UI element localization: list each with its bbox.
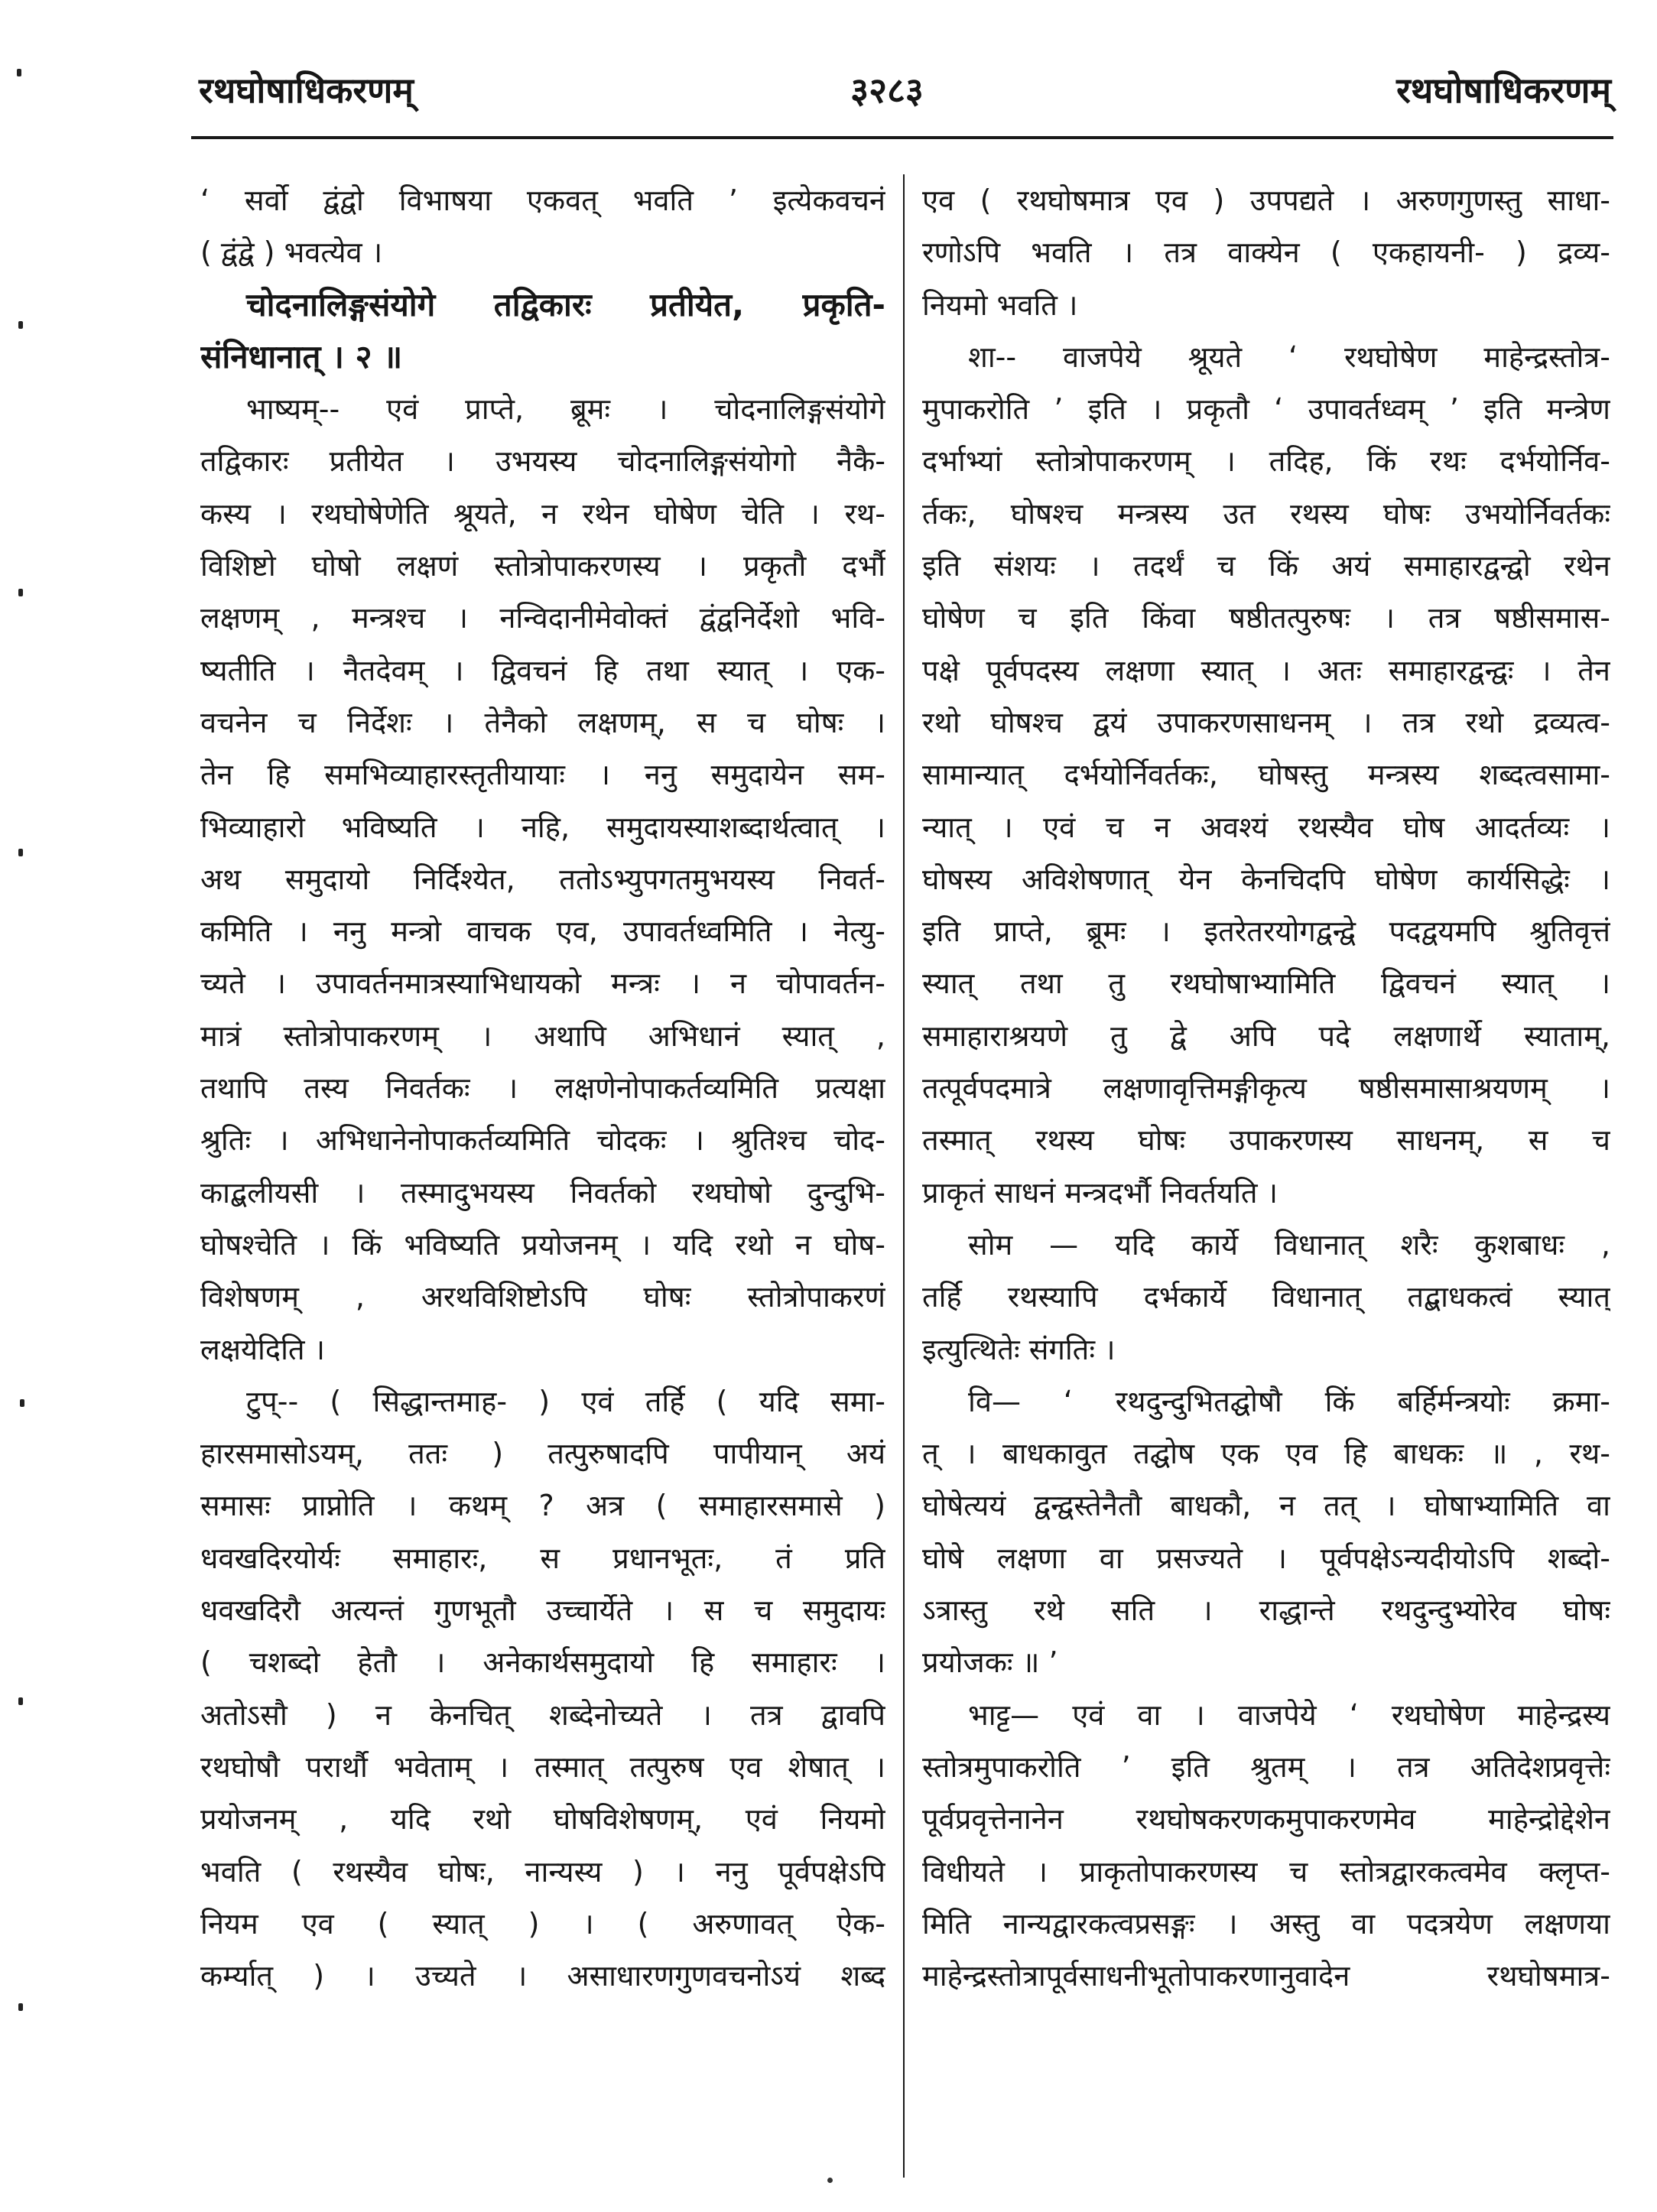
text-line: समाहाराश्रयणे तु द्वे अपि पदे लक्षणार्थे स्याताम्, (922, 1018, 1610, 1053)
text-line: कमिति । ननु मन्त्रो वाचक एव, उपावर्तध्वमिति । नेत्यु- (200, 914, 885, 949)
running-head-left: रथघोषाधिकरणम् (199, 70, 414, 111)
text-line: भिव्याहारो भविष्यति । नहि, समुदायस्याशब्दार्थत्वात् । (200, 810, 885, 844)
text-line: अथ समुदायो निर्दिश्येत, ततोऽभ्युपगतमुभयस्य निवर्त- (200, 862, 885, 896)
text-line: वचनेन च निर्देशः । तेनैको लक्षणम्, स च घोषः । (200, 705, 885, 739)
column-divider (903, 174, 905, 2178)
text-line: प्राकृतं साधनं मन्त्रदर्भौ निवर्तयति । (922, 1175, 1278, 1210)
text-line: वि— ‘ रथदुन्दुभितद्घोषौ किं बर्हिर्मन्त्रयोः क्रमा- (968, 1384, 1610, 1418)
text-line: तद्विकारः प्रतीयेत । उभयस्य चोदनालिङ्गसंयोगो नैकै- (200, 444, 885, 479)
text-line: भाट्ट— एवं वा । वाजपेये ‘ रथघोषेण माहेन्द्रस्य (968, 1697, 1610, 1732)
text-line: समासः प्राप्नोति । कथम् ? अत्र ( समाहारसमासे ) (200, 1489, 885, 1523)
text-line: न्यात् । एवं च न अवश्यं रथस्यैव घोष आदर्तव्यः । (922, 810, 1610, 844)
text-line: कस्य । रथघोषेणेति श्रूयते, न रथेन घोषेण चेति । रथ- (200, 496, 885, 531)
text-line: इति संशयः । तदर्थं च किं अयं समाहारद्वन्द्वो रथेन (922, 549, 1610, 583)
text-line: लक्षयेदिति । (200, 1332, 326, 1366)
text-line: भवति ( रथस्यैव घोषः, नान्यस्य ) । ननु पूर्वपक्षेऽपि (200, 1854, 885, 1889)
bottom-speck (827, 2178, 833, 2183)
text-line: शा-- वाजपेये श्रूयते ‘ रथघोषेण माहेन्द्रस्तोत्र- (968, 339, 1610, 374)
text-line: टुप्-- ( सिद्धान्तमाह- ) एवं तर्हि ( यदि समा- (246, 1384, 885, 1418)
text-line: काद्बलीयसी । तस्मादुभयस्य निवर्तको रथघोषो दुन्दुभि- (200, 1175, 885, 1210)
text-line: मिति नान्यद्वारकत्वप्रसङ्गः । अस्तु वा पदत्रयेण लक्षणया (922, 1906, 1610, 1941)
text-line: मुपाकरोति ’ इति । प्रकृतौ ‘ उपावर्तध्वम् ’ इति मन्त्रेण (922, 392, 1610, 427)
header-rule (191, 136, 1613, 139)
text-line: नियमो भवति । (922, 287, 1078, 322)
text-line: दर्भाभ्यां स्तोत्रोपाकरणम् । तदिह, किं रथः दर्भयोर्निव- (922, 444, 1610, 479)
text-line: एव ( रथघोषमात्र एव ) उपपद्यते । अरुणगुणस्तु साधा- (922, 184, 1610, 217)
text-line: माहेन्द्रस्तोत्रापूर्वसाधनीभूतोपाकरणानुवादेन रथघोषमात्र- (922, 1959, 1610, 1993)
text-line: सामान्यात् दर्भयोर्निवर्तकः, घोषस्तु मन्त्रस्य शब्दत्वसामा- (922, 758, 1610, 792)
text-line: तर्हि रथस्यापि दर्भकार्ये विधानात् तद्बाधकत्वं स्यात् (922, 1280, 1610, 1314)
text-line: कर्म्यात् ) । उच्यते । असाधारणगुणवचनोऽयं शब्द (200, 1959, 885, 1993)
margin-speck (17, 69, 21, 76)
text-line: धवखदिरयोर्यः समाहारः, स प्रधानभूतः, तं प्रति (200, 1541, 885, 1575)
sutra-heading: संनिधानात् । २ ॥ (200, 337, 403, 375)
text-line: इत्युत्थितेः संगतिः । (922, 1332, 1116, 1366)
sutra-heading: चोदनालिङ्गसंयोगे तद्विकारः प्रतीयेत, प्रकृति- (246, 285, 885, 323)
text-line: नियम एव ( स्यात् ) । ( अरुणावत् ऐक- (200, 1906, 885, 1941)
text-line: ( चशब्दो हेतौ । अनेकार्थसमुदायो हि समाहारः । (200, 1645, 885, 1680)
text-line: पूर्वप्रवृत्तेनानेन रथघोषकरणकमुपाकरणमेव माहेन्द्रोद्देशेन (922, 1802, 1610, 1837)
page-number: ३२८३ (850, 70, 924, 111)
text-line: च्यते । उपावर्तनमात्रस्याभिधायको मन्त्रः । न चोपावर्तन- (200, 966, 885, 1001)
margin-speck (18, 321, 23, 329)
margin-speck (18, 589, 23, 596)
text-line: ष्यतीति । नैतदेवम् । द्विवचनं हि तथा स्यात् । एक- (200, 653, 885, 687)
text-line: श्रुतिः । अभिधानेनोपाकर्तव्यमिति चोदकः । श्रुतिश्च चोद- (200, 1123, 885, 1158)
text-line: विशेषणम् , अरथविशिष्टोऽपि घोषः स्तोत्रोपाकरणं (200, 1280, 885, 1314)
text-line: रथो घोषश्च द्वयं उपाकरणसाधनम् । तत्र रथो द्रव्यत्व- (922, 705, 1610, 739)
text-line: तेन हि समभिव्याहारस्तृतीयायाः । ननु समुदायेन सम- (200, 758, 885, 792)
text-line: पक्षे पूर्वपदस्य लक्षणा स्यात् । अतः समाहारद्वन्द्वः । तेन (922, 653, 1610, 687)
text-line: घोषस्य अविशेषणात् येन केनचिदपि घोषेण कार्यसिद्धेः । (922, 862, 1610, 896)
text-line: स्तोत्रमुपाकरोति ’ इति श्रुतम् । तत्र अतिदेशप्रवृत्तेः (922, 1749, 1610, 1784)
text-line: घोषे लक्षणा वा प्रसज्यते । पूर्वपक्षेऽन्यदीयोऽपि शब्दो- (922, 1541, 1610, 1575)
text-line: हारसमासोऽयम्, ततः ) तत्पुरुषादपि पापीयान् अयं (200, 1437, 885, 1471)
text-line: धवखदिरौ अत्यन्तं गुणभूतौ उच्चार्येते । स च समुदायः (200, 1593, 885, 1628)
text-line: प्रयोजनम् , यदि रथो घोषविशेषणम्, एवं नियमो (200, 1802, 885, 1837)
text-line: घोषेण च इति किंवा षष्ठीतत्पुरुषः । तत्र षष्ठीसमास- (922, 601, 1610, 635)
left-column (200, 174, 885, 2002)
text-line: मात्रं स्तोत्रोपाकरणम् । अथापि अभिधानं स्यात् , (200, 1018, 885, 1053)
text-line: रणोऽपि भवति । तत्र वाक्येन ( एकहायनी- ) द्रव्य- (922, 235, 1610, 270)
text-line: घोषेत्ययं द्वन्द्वस्तेनैतौ बाधकौ, न तत् । घोषाभ्यामिति वा (922, 1489, 1610, 1523)
text-line: रथघोषौ परार्थौ भवेताम् । तस्मात् तत्पुरुष एव शेषात् । (200, 1749, 885, 1784)
text-line: ( द्वंद्वे ) भवत्येव । (200, 235, 383, 270)
text-line: भाष्यम्-- एवं प्राप्ते, ब्रूमः । चोदनालिङ्गसंयोगे (246, 392, 885, 427)
margin-speck (20, 1399, 24, 1407)
text-line: र्तकः, घोषश्च मन्त्रस्य उत रथस्य घोषः उभयोर्निवर्तकः (922, 496, 1610, 531)
text-line: तथापि तस्य निवर्तकः । लक्षणेनोपाकर्तव्यमिति प्रत्यक्षा (200, 1071, 885, 1106)
text-line: प्रयोजकः ॥ ’ (922, 1645, 1058, 1680)
text-line: घोषश्चेति । किं भविष्यति प्रयोजनम् । यदि रथो न घोष- (200, 1227, 885, 1262)
text-line: सोम — यदि कार्ये विधानात् शरैः कुशबाधः , (968, 1227, 1610, 1262)
margin-speck (18, 1697, 23, 1705)
text-line: ऽत्रास्तु रथे सति । राद्धान्ते रथदुन्दुभ्योरेव घोषः (922, 1593, 1610, 1628)
margin-speck (18, 2003, 23, 2011)
text-line: विधीयते । प्राकृतोपाकरणस्य च स्तोत्रद्वारकत्वमेव क्लृप्त- (922, 1854, 1610, 1889)
running-head-right: रथघोषाधिकरणम् (1396, 70, 1611, 111)
text-line: तस्मात् रथस्य घोषः उपाकरणस्य साधनम्, स च (922, 1123, 1610, 1158)
text-line: अतोऽसौ ) न केनचित् शब्देनोच्यते । तत्र द्वावपि (200, 1697, 885, 1732)
right-column (922, 174, 1610, 2002)
text-line: विशिष्टो घोषो लक्षणं स्तोत्रोपाकरणस्य । प्रकृतौ दर्भौ (200, 549, 885, 583)
text-line: लक्षणम् , मन्त्रश्च । नन्विदानीमेवोक्तं द्वंद्वनिर्देशो भवि- (200, 601, 885, 635)
margin-speck (18, 849, 23, 856)
text-line: ‘ सर्वो द्वंद्वो विभाषया एकवत् भवति ’ इत्येकवचनं (200, 184, 885, 217)
text-line: त् । बाधकावुत तद्घोष एक एव हि बाधकः ॥ , रथ- (922, 1437, 1610, 1471)
text-line: स्यात् तथा तु रथघोषाभ्यामिति द्विवचनं स्यात् । (922, 966, 1610, 1001)
text-line: इति प्राप्ते, ब्रूमः । इतरेतरयोगद्वन्द्वे पदद्वयमपि श्रुतिवृत्तं (922, 914, 1610, 949)
text-line: तत्पूर्वपदमात्रे लक्षणावृत्तिमङ्गीकृत्य षष्ठीसमासाश्रयणम् । (922, 1071, 1610, 1106)
